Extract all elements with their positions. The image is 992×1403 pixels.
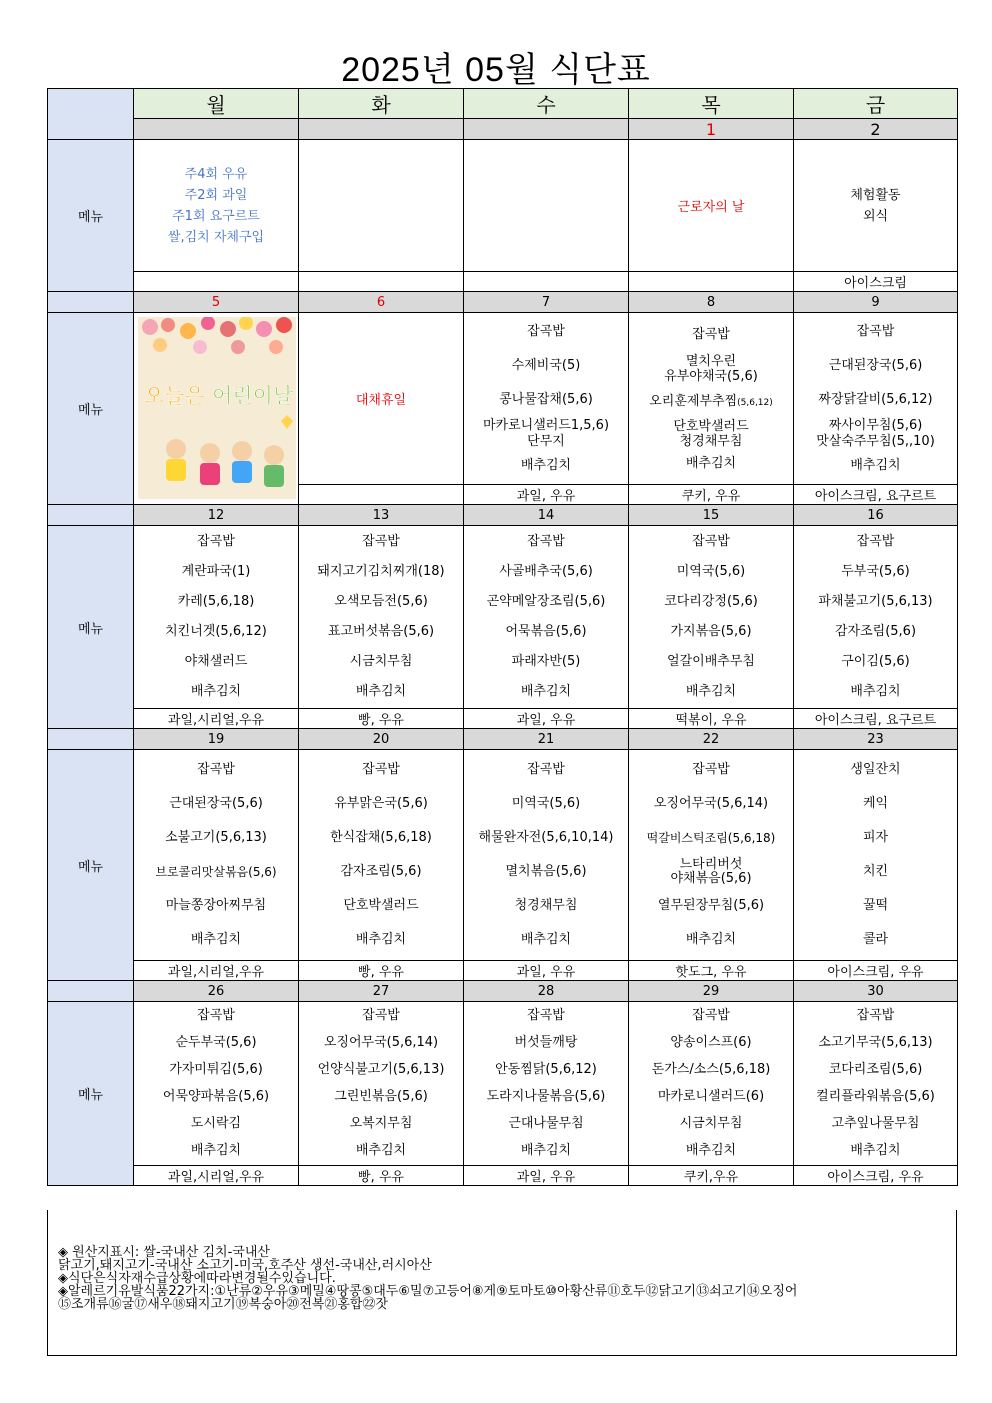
menu-item: 계란파국(1) [181,564,251,579]
menu-item: 수제비국(5) [511,357,581,373]
snack-cell: 과일, 우유 [464,961,629,981]
snack-cell [629,272,794,292]
menu-item: 미역국(5,6) [511,796,581,811]
menu-item: 버섯들깨탕 [514,1035,578,1050]
menu-item: 배추김치 [190,932,242,947]
date-cell: 26 [134,981,299,1002]
menu-item: 근대나물무침 [508,1116,584,1131]
menu-item: 파래자반(5) [511,654,581,669]
menu-item: 느타리버섯 야채볶음(5,6) [670,857,752,886]
side-blank [48,292,134,313]
menu-cell-wed [464,140,629,272]
date-cell: 16 [794,505,958,526]
menu-item: 열무된장무침(5,6) [657,898,765,913]
menu-item: 배추김치 [520,1143,572,1158]
menu-cell-thu [629,313,794,485]
note-origin: ◈ 원산지표시: 쌀-국내산 김치-국내산 [58,1245,270,1260]
menu-item: 쌀,김치 자체구입 [167,229,265,245]
date-cell: 14 [464,505,629,526]
day-header-mon: 월 [134,89,299,119]
menu-list [134,527,298,707]
snack-cell: 빵, 우유 [299,961,464,981]
menu-list [794,1003,957,1165]
notes-box [47,1210,957,1356]
menu-item: 순두부국(5,6) [175,1035,257,1050]
menu-cell [299,750,464,961]
menu-item: 근대된장국(5,6) [828,357,923,373]
menu-item: 주4회 우유 [184,166,248,182]
menu-item: 치킨 [862,864,889,879]
menu-list [629,753,793,957]
menu-item: 케익 [862,796,889,811]
menu-cell [794,750,958,961]
menu-item: 멸치우린 [685,353,737,369]
date-cell: 21 [464,729,629,750]
date-cell: 30 [794,981,958,1002]
row-label: 메뉴 [48,140,134,292]
menu-item: 잡곡밥 [692,534,730,549]
menu-item: 양송이스프(6) [670,1035,752,1050]
menu-item: 배추김치 [355,684,407,699]
snack-cell [464,272,629,292]
date-cell: 27 [299,981,464,1002]
snack-cell [299,272,464,292]
menu-cell [464,1002,629,1166]
menu-item: 외식 [862,208,889,224]
date-cell: 1 [629,119,794,140]
menu-cell [464,526,629,709]
menu-cell [629,1002,794,1166]
menu-item: 멸치볶음(5,6) [505,864,587,879]
menu-list [299,1003,463,1165]
date-cell [464,119,629,140]
menu-cell [299,526,464,709]
menu-item: 곤약메알장조림(5,6) [486,594,606,609]
snack-cell: 과일, 우유 [464,1166,629,1186]
menu-item: 도시락김 [190,1116,242,1131]
menu-item: 콜라 [862,932,889,947]
menu-item: 한식잡채(5,6,18) [330,830,432,845]
menu-item: 얼갈이배추무침 [667,654,755,669]
menu-item: 콩나물잡채(5,6) [499,391,593,407]
balloons-kids-icon [138,317,296,499]
date-cell [134,119,299,140]
snack-cell: 핫도그, 우유 [629,961,794,981]
childrens-day-illustration [138,317,296,499]
menu-item: 오징어무국(5,6,14) [323,1035,439,1050]
menu-list [794,753,957,957]
menu-cell-wed [464,313,629,485]
date-cell: 7 [464,292,629,313]
menu-item: 체험활동 [850,187,901,203]
week5-date-row [48,981,958,1002]
menu-item: 맛살숙주무침(5,,10) [816,433,935,449]
menu-item: 잡곡밥 [362,1008,400,1023]
snack-cell: 떡볶이, 우유 [629,709,794,729]
menu-cell-tue [299,140,464,272]
menu-cell [134,526,299,709]
menu-cell [629,750,794,961]
menu-item: 배추김치 [520,932,572,947]
note-allergy-cont: ⑮조개류⑯굴⑰새우⑱돼지고기⑲복숭아⑳전복㉑홍합㉒잣 [58,1297,389,1312]
menu-item: 돈가스/소스(5,6,18) [651,1062,771,1077]
menu-cell-fri [794,313,958,485]
menu-item: 가지볶음(5,6) [670,624,752,639]
menu-item: 잡곡밥 [692,1008,730,1023]
menu-item: 배추김치 [685,1143,737,1158]
menu-item: 시금치무침 [679,1116,743,1131]
menu-cell-thu [629,140,794,272]
row-label: 메뉴 [48,313,134,505]
menu-item: 브로콜리맛살볶음(5,6) [155,865,277,879]
menu-item: 단호박샐러드 [343,898,419,913]
menu-item: 안동찜닭(5,6,12) [495,1062,597,1077]
menu-item: 주2회 과일 [184,187,248,203]
date-cell: 8 [629,292,794,313]
week4-menu-row [48,750,958,961]
side-blank [48,981,134,1002]
date-cell: 20 [299,729,464,750]
menu-cell-tue [299,313,464,485]
snack-cell: 과일,시리얼,우유 [134,961,299,981]
menu-item: 야채샐러드 [184,654,248,669]
childrens-day-image [134,313,299,505]
menu-item: 컬리플라워볶음(5,6) [816,1089,935,1104]
date-cell: 13 [299,505,464,526]
date-cell: 29 [629,981,794,1002]
menu-cell-fri [794,140,958,272]
svg-text:오늘은: 오늘은 [144,384,205,408]
menu-item: 어묵볶음(5,6) [505,624,587,639]
week4-date-row [48,729,958,750]
menu-item: 마카로니샐러드(6) [657,1089,765,1104]
date-cell: 23 [794,729,958,750]
menu-table [47,88,958,1186]
snack-cell: 과일, 우유 [464,709,629,729]
snack-cell: 쿠키,우유 [629,1166,794,1186]
menu-item: 잡곡밥 [527,1008,565,1023]
day-header-row [48,89,958,119]
menu-item: 치킨너겟(5,6,12) [165,624,267,639]
menu-item: 오색모듬전(5,6) [334,594,428,609]
menu-item: 배추김치 [355,932,407,947]
menu-item: 유부야채국(5,6) [664,368,758,384]
day-header-thu: 목 [629,89,794,119]
row-label: 메뉴 [48,1002,134,1186]
menu-item: 주1회 요구르트 [172,208,260,224]
menu-list [464,1003,628,1165]
menu-item: 잡곡밥 [856,534,895,549]
menu-item: 코다리강정(5,6) [664,594,758,609]
date-cell: 22 [629,729,794,750]
week1-snack-row [48,272,958,292]
side-blank [48,505,134,526]
menu-item: 배추김치 [850,457,901,473]
snack-cell: 과일,시리얼,우유 [134,709,299,729]
week2-menu-row [48,313,958,485]
menu-item: 청경채무침 [514,898,578,913]
row-label: 메뉴 [48,750,134,981]
menu-item: 도라지나물볶음(5,6) [486,1089,606,1104]
menu-item: 배추김치 [850,684,901,699]
menu-item: 잡곡밥 [527,534,565,549]
week5-snack-row [48,1166,958,1186]
week4-snack-row [48,961,958,981]
date-cell: 19 [134,729,299,750]
menu-item: 배추김치 [520,684,572,699]
snack-cell: 아이스크림, 우유 [794,961,958,981]
menu-item: 꿀떡 [862,898,889,913]
week1-menu-row [48,140,958,272]
menu-item: 배추김치 [190,1143,242,1158]
menu-item: 감자조림(5,6) [340,864,422,879]
menu-item: 잡곡밥 [856,1008,895,1023]
snack-cell: 쿠키, 우유 [629,485,794,505]
week1-date-row [48,119,958,140]
menu-item: 마늘쫑장아찌무침 [165,898,267,913]
menu-item: 고추잎나물무침 [831,1116,920,1131]
menu-item: 표고버섯볶음(5,6) [327,624,435,639]
menu-list [299,527,463,707]
menu-list [629,1003,793,1165]
snack-cell: 과일,시리얼,우유 [134,1166,299,1186]
svg-text:어린이날: 어린이날 [212,384,294,408]
date-cell: 28 [464,981,629,1002]
menu-item: 사골배추국(5,6) [499,564,593,579]
menu-item: 잡곡밥 [362,762,400,777]
menu-cell [794,526,958,709]
menu-item: 짜장닭갈비(5,6,12) [818,391,933,407]
menu-item: 언양식불고기(5,6,13) [317,1062,445,1077]
snack-cell: 아이스크림 [794,272,958,292]
menu-cell-mon [134,140,299,272]
menu-cell [299,1002,464,1166]
week3-date-row [48,505,958,526]
week5-menu-row [48,1002,958,1166]
menu-item: 코다리조림(5,6) [828,1062,923,1077]
menu-item: 오리훈제부추찜(5,6,12) [649,393,773,409]
menu-cell [134,1002,299,1166]
menu-item: 돼지고기김치찌개(18) [317,564,445,579]
note-change: ◈식단은식자재수급상황에따라변경될수있습니다. [58,1271,336,1286]
menu-item: 잡곡밥 [527,323,565,339]
date-cell: 9 [794,292,958,313]
row-label: 메뉴 [48,526,134,729]
menu-item: 잡곡밥 [692,762,730,777]
menu-item: 잡곡밥 [692,326,730,342]
menu-item: 감자조림(5,6) [834,624,917,639]
menu-item: 생일잔치 [850,762,901,777]
menu-item: 소불고기(5,6,13) [165,830,267,845]
snack-cell: 빵, 우유 [299,709,464,729]
page-title: 2025년 05월 식단표 [341,51,651,89]
week3-snack-row [48,709,958,729]
menu-item: 가자미튀김(5,6) [169,1062,263,1077]
menu-cell [629,526,794,709]
menu-item: 카레(5,6,18) [177,594,255,609]
menu-item: 파채불고기(5,6,13) [818,594,933,609]
menu-item: 배추김치 [850,1143,901,1158]
menu-item: 피자 [862,830,889,845]
menu-item: 잡곡밥 [527,762,565,777]
date-cell [299,119,464,140]
menu-item: 배추김치 [685,684,737,699]
snack-cell: 아이스크림, 요구르트 [794,485,958,505]
menu-item: 배추김치 [685,455,737,471]
date-cell: 15 [629,505,794,526]
snack-cell: 아이스크림, 요구르트 [794,709,958,729]
snack-cell [299,485,464,505]
menu-item: 오복지무침 [349,1116,413,1131]
day-header-tue: 화 [299,89,464,119]
menu-item: 오징어무국(5,6,14) [653,796,769,811]
date-cell: 6 [299,292,464,313]
date-cell: 5 [134,292,299,313]
holiday-label: 근로자의 날 [677,200,745,215]
menu-item: 잡곡밥 [856,323,895,339]
menu-list [629,527,793,707]
menu-item: 두부국(5,6) [841,564,910,579]
side-blank [48,729,134,750]
menu-item: 구이김(5,6) [841,654,910,669]
corner-cell [48,89,134,140]
menu-cell [134,750,299,961]
menu-item: 짜사이무침(5,6) [828,417,923,433]
day-header-fri: 금 [794,89,958,119]
day-header-wed: 수 [464,89,629,119]
menu-item: 시금치무침 [349,654,413,669]
holiday-label: 대채휴일 [355,393,407,408]
menu-item: 마카로니샐러드1,5,6) [482,417,610,433]
menu-item: 해물완자전(5,6,10,14) [478,830,614,845]
menu-item: 잡곡밥 [197,762,235,777]
snack-cell [134,272,299,292]
week2-date-row [48,292,958,313]
menu-item: 배추김치 [355,1143,407,1158]
menu-item: 잡곡밥 [362,534,400,549]
menu-item: 소고기무국(5,6,13) [818,1035,933,1050]
menu-item: 어묵양파볶음(5,6) [162,1089,270,1104]
menu-list [794,527,957,707]
date-cell: 2 [794,119,958,140]
menu-item: 그린빈볶음(5,6) [334,1089,428,1104]
snack-cell: 과일, 우유 [464,485,629,505]
menu-list [464,527,628,707]
snack-cell: 빵, 우유 [299,1166,464,1186]
menu-item: 잡곡밥 [197,1008,235,1023]
menu-item: 유부맑은국(5,6) [334,796,428,811]
menu-item: 미역국(5,6) [676,564,746,579]
menu-list [134,1003,298,1165]
menu-item: 배추김치 [190,684,242,699]
menu-cell [464,750,629,961]
date-cell: 12 [134,505,299,526]
note-origin-meat: 닭고기,돼지고기-국내산 소고기-미국,호주산 생선-국내산,러시아산 [58,1258,432,1273]
menu-item: 청경채무침 [679,433,743,449]
menu-item: 단무지 [527,433,565,449]
week3-menu-row [48,526,958,709]
menu-cell [794,1002,958,1166]
note-allergy: ◈알레르기유발식품22가지:①난류②우유③메밀④땅콩⑤대두⑥밀⑦고등어⑧게⑨토마토⑩아황산류⑪호두⑫닭고기⑬쇠고기⑭오징어 [58,1284,798,1299]
menu-item: 배추김치 [520,457,572,473]
menu-item: 떡갈비스틱조림(5,6,18) [646,831,776,845]
menu-item: 잡곡밥 [197,534,235,549]
menu-item: 근대된장국(5,6) [169,796,263,811]
menu-item: 배추김치 [685,932,737,947]
snack-cell: 아이스크림, 우유 [794,1166,958,1186]
menu-item: 단호박샐러드 [673,418,749,434]
menu-list [464,753,628,957]
menu-list [299,753,463,957]
menu-list [134,753,298,957]
